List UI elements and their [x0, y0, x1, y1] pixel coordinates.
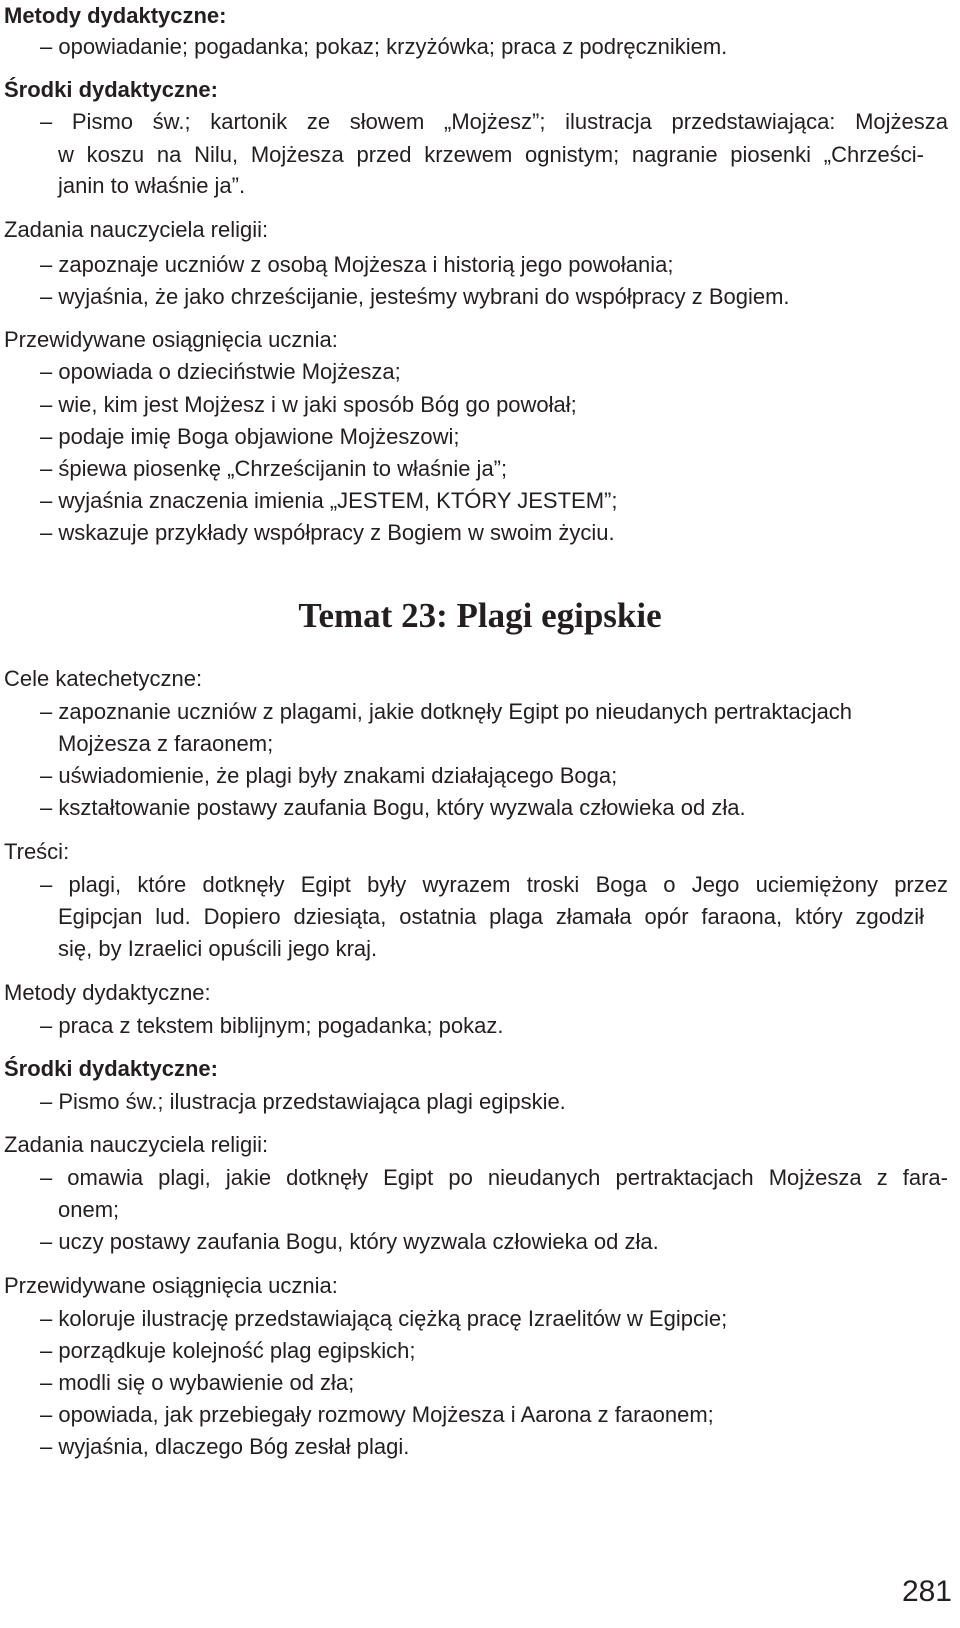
section-heading: Przewidywane osiągnięcia ucznia: — [4, 327, 338, 352]
list-item: – opowiadanie; pogadanka; pokaz; krzyżówka; praca z podręcznikiem. — [40, 34, 728, 59]
list-item: – opowiada o dzieciństwie Mojżesza; — [40, 359, 401, 384]
list-item: – wyjaśnia, że jako chrześcijanie, jesteśmy wybrani do współpracy z Bogiem. — [40, 284, 790, 309]
section-heading: Cele katechetyczne: — [4, 666, 203, 691]
list-item: – praca z tekstem biblijnym; pogadanka; pokaz. — [40, 1013, 504, 1038]
section-heading: Zadania nauczyciela religii: — [4, 1132, 269, 1157]
list-item-continuation: onem; — [58, 1197, 120, 1222]
list-item: – modli się o wybawienie od zła; — [40, 1370, 355, 1395]
list-item: – kształtowanie postawy zaufania Bogu, który wyzwala człowieka od zła. — [40, 795, 746, 820]
list-item-continuation: się, by Izraelici opuścili jego kraj. — [58, 936, 378, 961]
section-heading: Metody dydaktyczne: — [4, 3, 227, 28]
list-item: – wyjaśnia znaczenia imienia „JESTEM, KTÓRY JESTEM”; — [40, 488, 618, 513]
list-item: – plagi, które dotknęły Egipt były wyrazem troski Boga o Jego uciemiężony przez — [40, 872, 948, 897]
list-item-continuation: janin to właśnie ja”. — [58, 173, 246, 198]
list-item: – wie, kim jest Mojżesz i w jaki sposób Bóg go powołał; — [40, 392, 577, 417]
topic-title: Temat 23: Plagi egipskie — [298, 596, 662, 635]
list-item-continuation: Egipcjan lud. Dopiero dziesiąta, ostatnia plaga złamała opór faraona, który zgodził — [58, 904, 924, 929]
list-item: – zapoznaje uczniów z osobą Mojżesza i historią jego powołania; — [40, 252, 674, 277]
section-heading: Metody dydaktyczne: — [4, 980, 211, 1005]
list-item: – uświadomienie, że plagi były znakami działającego Boga; — [40, 763, 618, 788]
list-item: – Pismo św.; ilustracja przedstawiająca plagi egipskie. — [40, 1089, 566, 1114]
list-item: – wyjaśnia, dlaczego Bóg zesłał plagi. — [40, 1434, 410, 1459]
list-item: – opowiada, jak przebiegały rozmowy Mojżesza i Aarona z faraonem; — [40, 1402, 714, 1427]
list-item: – uczy postawy zaufania Bogu, który wyzwala człowieka od zła. — [40, 1229, 659, 1254]
list-item: – wskazuje przykłady współpracy z Bogiem w swoim życiu. — [40, 520, 615, 545]
section-heading: Zadania nauczyciela religii: — [4, 217, 269, 242]
list-item-continuation: Mojżesza z faraonem; — [58, 731, 274, 756]
page-number: 281 — [901, 1575, 952, 1608]
list-item: – śpiewa piosenkę „Chrześcijanin to właśnie ja”; — [40, 456, 508, 481]
section-heading: Przewidywane osiągnięcia ucznia: — [4, 1273, 338, 1298]
list-item: – podaje imię Boga objawione Mojżeszowi; — [40, 424, 460, 449]
list-item: – koloruje ilustrację przedstawiającą ciężką pracę Izraelitów w Egipcie; — [40, 1306, 728, 1331]
list-item: – omawia plagi, jakie dotknęły Egipt po nieudanych pertraktacjach Mojżesza z fara- — [40, 1165, 948, 1190]
list-item: – Pismo św.; kartonik ze słowem „Mojżesz”; ilustracja przedstawiająca: Mojżesza — [40, 109, 948, 134]
list-item: – porządkuje kolejność plag egipskich; — [40, 1338, 416, 1363]
section-heading: Treści: — [4, 839, 70, 864]
section-heading: Środki dydaktyczne: — [4, 77, 218, 102]
section-heading: Środki dydaktyczne: — [4, 1056, 218, 1081]
list-item-continuation: w koszu na Nilu, Mojżesza przed krzewem ognistym; nagranie piosenki „Chrześci- — [58, 142, 924, 167]
list-item: – zapoznanie uczniów z plagami, jakie dotknęły Egipt po nieudanych pertraktacjach — [40, 699, 853, 724]
